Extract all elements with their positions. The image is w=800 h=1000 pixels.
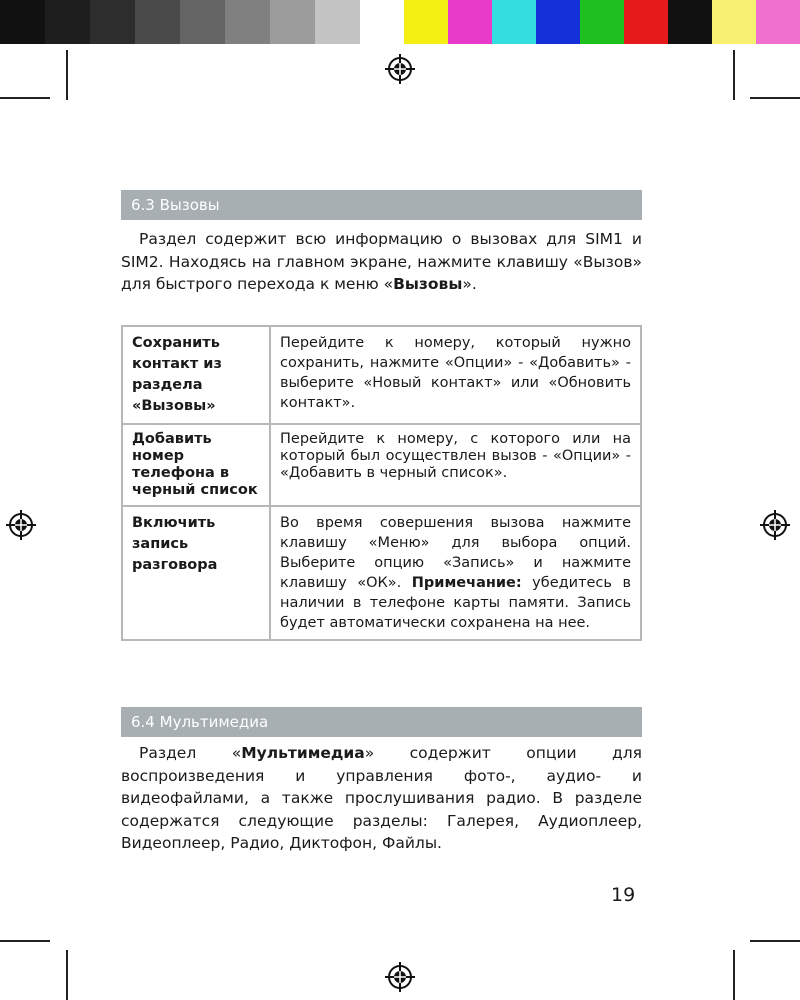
calls-intro-paragraph [121, 228, 642, 296]
crop-mark [733, 50, 735, 100]
calls-intro-end: ». [462, 275, 477, 293]
table-row-label: Включить запись разговора [122, 506, 270, 640]
crop-mark [66, 950, 68, 1000]
gray-swatch [90, 0, 135, 44]
note-label: Примечание: [411, 575, 522, 591]
crop-mark [750, 940, 800, 942]
process-color-swatch [448, 0, 492, 44]
calls-options-table [121, 325, 642, 641]
process-color-swatch [756, 0, 800, 44]
crop-mark [0, 97, 50, 99]
process-color-swatch [492, 0, 536, 44]
table-row-text: Перейдите к номеру, который нужно сохранить, нажмите «Опции» - «Добавить» - выберите «Новый контакт» или «Обновить контакт». [270, 326, 641, 424]
registration-mark-icon [6, 510, 36, 540]
gray-swatch [360, 0, 405, 44]
process-color-swatch [668, 0, 712, 44]
table-row-text: Перейдите к номеру, с которого или на который был осуществлен вызов - «Опции» - «Добавить в черный список». [270, 424, 641, 506]
table-row-label: Сохранить контакт из раздела «Вызовы» [122, 326, 270, 424]
recording-instructions: Во время совершения вызова нажмите клавишу «Меню» для выбора опций. Выберите опцию «Запись» и нажмите клавишу «ОК». [280, 515, 631, 591]
process-color-bar [404, 0, 800, 44]
multimedia-intro-paragraph [121, 742, 642, 855]
gray-swatch [45, 0, 90, 44]
registration-mark-icon [385, 962, 415, 992]
note-text: убедитесь в наличии в телефоне карты памяти. Запись будет автоматически сохранена на нее. [280, 575, 631, 631]
calls-intro-bold: Вызовы [393, 275, 463, 293]
gray-swatch [270, 0, 315, 44]
registration-mark-icon [760, 510, 790, 540]
crop-mark [66, 50, 68, 100]
table-row-label: Добавить номер телефона в черный список [122, 424, 270, 506]
table-row-text [270, 506, 641, 640]
gray-swatch [135, 0, 180, 44]
table-row [122, 326, 641, 424]
process-color-swatch [580, 0, 624, 44]
section-header-calls: 6.3 Вызовы [121, 190, 642, 220]
gray-swatch [225, 0, 270, 44]
section-header-multimedia: 6.4 Мультимедиа [121, 707, 642, 737]
process-color-swatch [404, 0, 448, 44]
crop-mark [733, 950, 735, 1000]
process-color-swatch [712, 0, 756, 44]
gray-swatch [315, 0, 360, 44]
registration-mark-icon [385, 54, 415, 84]
multimedia-intro-start: Раздел « [139, 744, 242, 762]
grayscale-color-bar [0, 0, 405, 44]
process-color-swatch [624, 0, 668, 44]
gray-swatch [180, 0, 225, 44]
page-number: 19 [611, 884, 636, 906]
calls-intro-text: Раздел содержит всю информацию о вызовах для SIM1 и SIM2. Находясь на главном экране, нажмите клавишу «Вызов» для быстрого перехода к меню « [121, 230, 642, 293]
process-color-swatch [536, 0, 580, 44]
gray-swatch [0, 0, 45, 44]
crop-mark [0, 940, 50, 942]
multimedia-intro-rest: » содержит опции для воспроизведения и управления фото-, аудио- и видеофайлами, а также прослушивания радио. В разделе содержатся следующие разделы: Галерея, Аудиоплеер, Видеоплеер, Радио, Диктофон, Файлы. [121, 744, 642, 852]
crop-mark [750, 97, 800, 99]
table-row [122, 424, 641, 506]
multimedia-intro-bold: Мультимедиа [241, 744, 365, 762]
table-row [122, 506, 641, 640]
